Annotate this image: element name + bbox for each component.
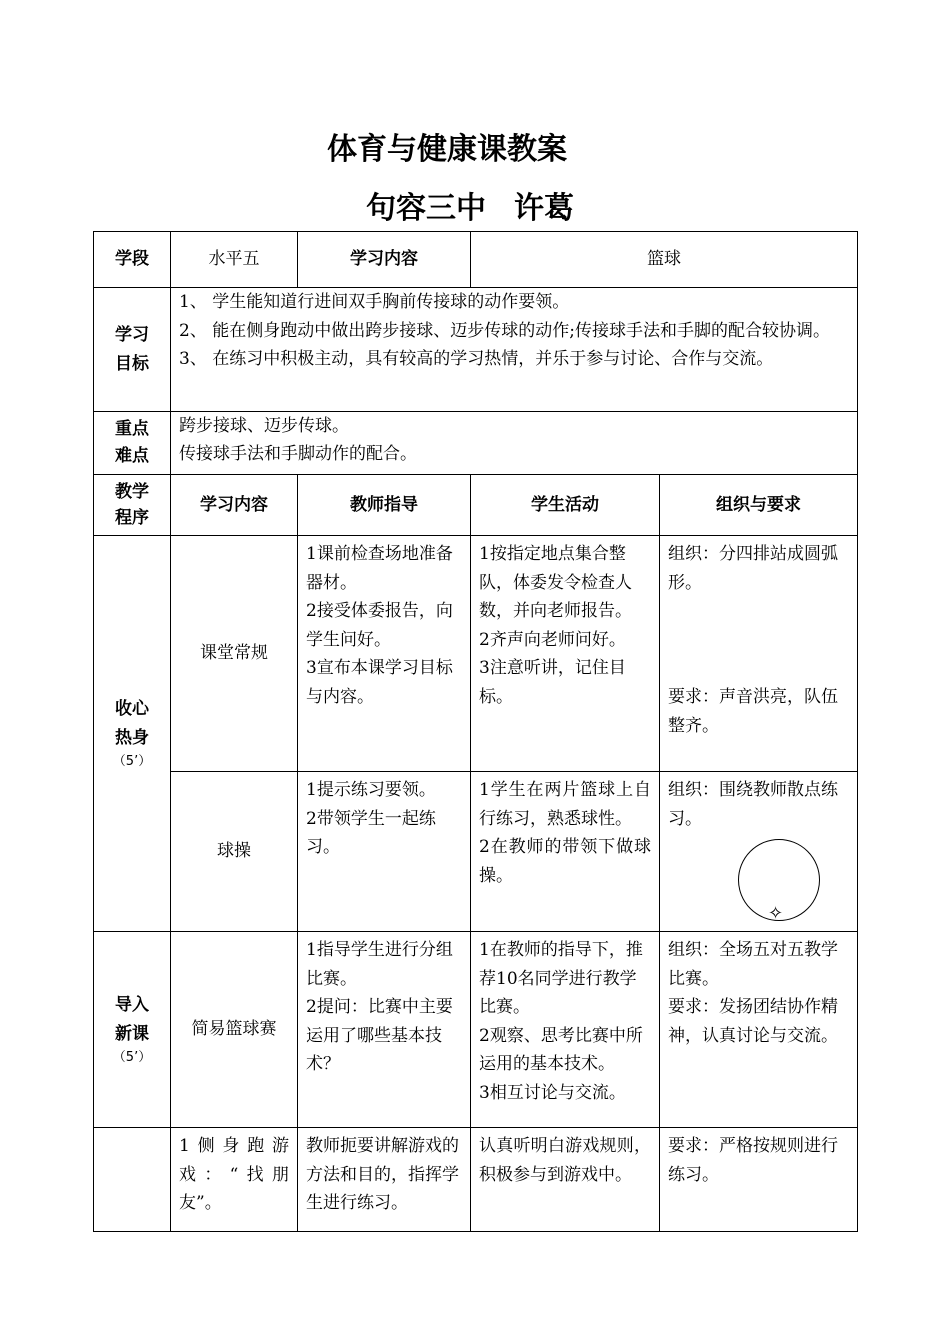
goals-label: 学习 目标 <box>94 288 171 412</box>
goal-item: 2、 能在侧身跑动中做出跨步接球、迈步传球的动作;传接球手法和手脚的配合较协调。 <box>179 320 830 341</box>
teacher-name: 许葛 <box>514 191 574 226</box>
goals-list <box>171 288 858 412</box>
lesson-plan-table <box>93 231 858 1232</box>
student-header: 学生活动 <box>471 475 660 536</box>
section-intro: 导入 新课 （5’） <box>94 932 171 1128</box>
row-student: 1在教师的指导下，推荐10名同学进行教学比赛。 2观察、思考比赛中所运用的基本技术。 3相互讨论与交流。 <box>471 932 660 1128</box>
content-header: 学习内容 <box>171 475 298 536</box>
row-teacher: 1课前检查场地准备器材。 2接受体委报告，向学生问好。 3宣布本课学习目标与内容。 <box>298 536 471 772</box>
header-row <box>94 232 858 288</box>
row-teacher: 教师扼要讲解游戏的方法和目的，指挥学生进行练习。 <box>298 1128 471 1232</box>
row-student: 1学生在两片篮球上自行练习，熟悉球性。 2在教师的带领下做球操。 <box>471 772 660 932</box>
row-content: 1侧身跑游戏：“找朋友”。 <box>171 1128 298 1232</box>
stage-value: 水平五 <box>171 232 298 288</box>
row-organization: 组织：全场五对五教学比赛。 要求：发扬团结协作精神，认真讨论与交流。 <box>660 932 858 1128</box>
teacher-star-icon: ✧ <box>768 903 784 924</box>
formation-diagram <box>668 833 849 925</box>
table-row <box>94 772 858 932</box>
row-content: 课堂常规 <box>171 536 298 772</box>
section-time: （5’） <box>112 1050 152 1065</box>
key-point: 跨步接球、迈步传球。 <box>179 416 349 436</box>
row-teacher: 1提示练习要领。 2带领学生一起练习。 <box>298 772 471 932</box>
goal-item: 1、 学生能知道行进间双手胸前传接球的动作要领。 <box>179 292 570 312</box>
school-name: 句容三中 <box>366 191 486 226</box>
keypoints-content <box>171 412 858 475</box>
row-organization: 要求：严格按规则进行练习。 <box>660 1128 858 1232</box>
section-warmup: 收心 热身 （5’） <box>94 536 171 932</box>
row-content: 球操 <box>171 772 298 932</box>
content-label: 学习内容 <box>298 232 471 288</box>
table-row <box>94 1128 858 1232</box>
row-student: 认真听明白游戏规则，积极参与到游戏中。 <box>471 1128 660 1232</box>
column-header-row <box>94 475 858 536</box>
section-time: （5’） <box>112 754 152 769</box>
row-organization: 组织：围绕教师散点练习。 ✧ <box>660 772 858 932</box>
goals-row <box>94 288 858 412</box>
keypoints-row <box>94 412 858 475</box>
row-teacher: 1指导学生进行分组比赛。 2提问：比赛中主要运用了哪些基本技术？ <box>298 932 471 1128</box>
stage-label: 学段 <box>94 232 171 288</box>
procedure-header: 教学 程序 <box>94 475 171 536</box>
row-student: 1按指定地点集合整队，体委发令检查人数，并向老师报告。 2齐声向老师问好。 3注意听讲，记住目标。 <box>471 536 660 772</box>
organization-header: 组织与要求 <box>660 475 858 536</box>
table-row <box>94 536 858 772</box>
table-row <box>94 932 858 1128</box>
goal-item: 3、 在练习中积极主动，具有较高的学习热情，并乐于参与讨论、合作与交流。 <box>179 349 774 369</box>
row-organization: 组织：分四排站成圆弧形。 要求：声音洪亮，队伍整齐。 <box>660 536 858 772</box>
row-content: 简易篮球赛 <box>171 932 298 1128</box>
page-subtitle <box>0 183 940 227</box>
page-title: 体育与健康课教案 <box>327 132 567 167</box>
content-value: 篮球 <box>471 232 858 288</box>
section-empty <box>94 1128 171 1232</box>
difficulty-point: 传接球手法和手脚动作的配合。 <box>179 444 417 464</box>
teacher-header: 教师指导 <box>298 475 471 536</box>
keypoints-label: 重点 难点 <box>94 412 171 475</box>
